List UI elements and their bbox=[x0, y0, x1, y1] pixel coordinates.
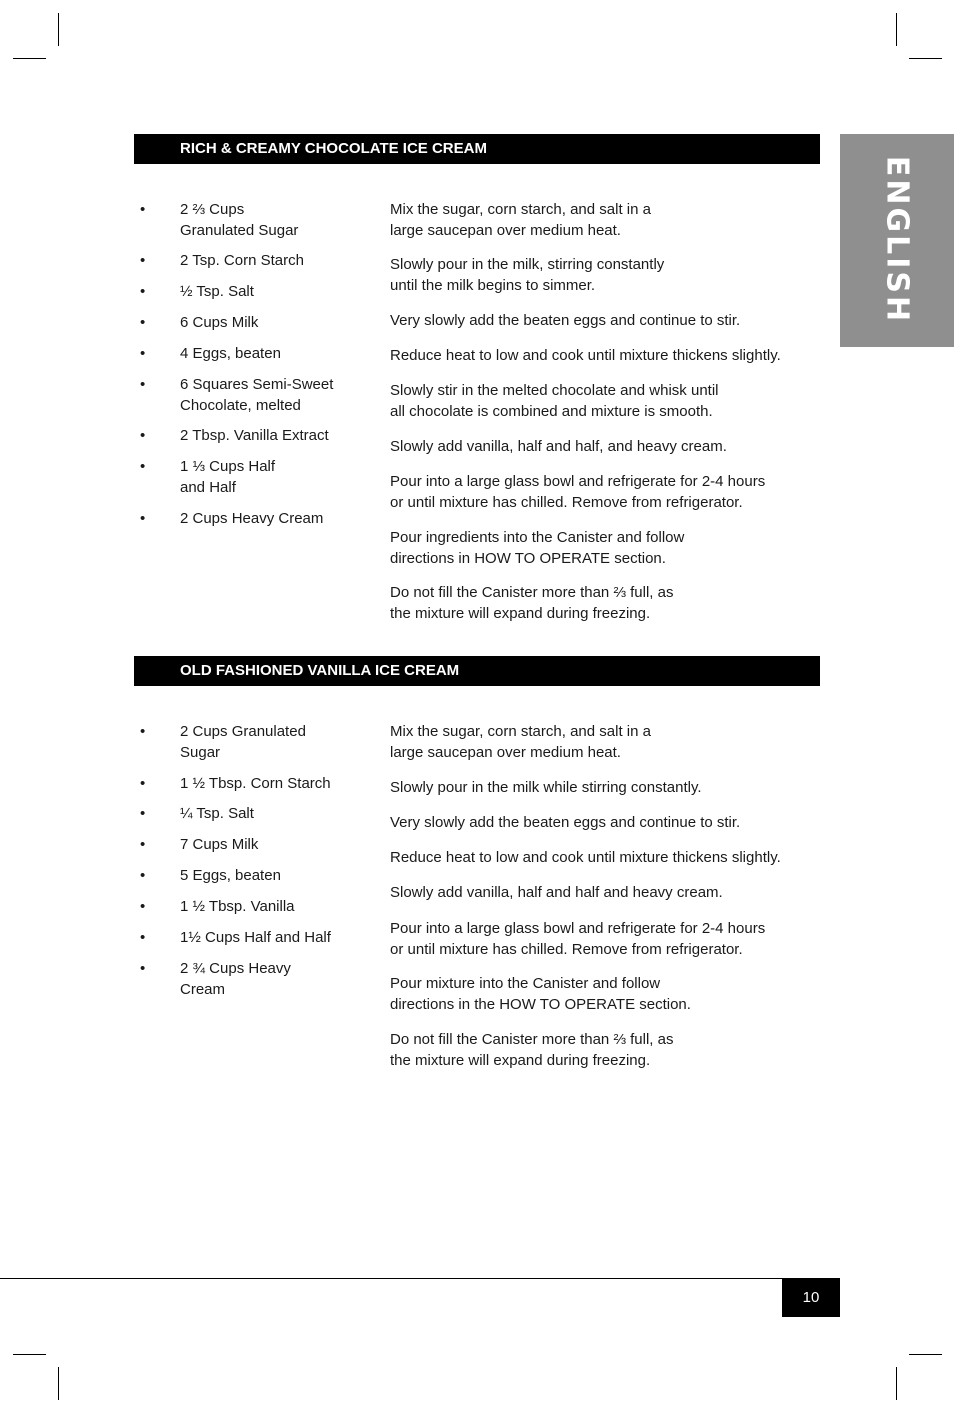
instruction-step: Slowly add vanilla, half and half, and heavy cream. bbox=[390, 438, 727, 455]
crop-mark bbox=[909, 1354, 942, 1355]
instruction-step: Very slowly add the beaten eggs and continue to stir. bbox=[390, 312, 741, 329]
instruction-step: Slowly add vanilla, half and half and heavy cream. bbox=[390, 884, 723, 901]
crop-mark bbox=[58, 13, 59, 46]
instruction-step: Pour ingredients into the Canister and follow directions in HOW TO OPERATE section. bbox=[390, 529, 685, 567]
instruction-step: Pour into a large glass bowl and refrigerate for 2-4 hours or until mixture has chilled. Remove from refrigerator. bbox=[390, 473, 766, 511]
footer-rule bbox=[0, 1278, 782, 1279]
instruction-step: Very slowly add the beaten eggs and continue to stir. bbox=[390, 814, 741, 831]
crop-mark bbox=[13, 58, 46, 59]
instruction-step: Do not fill the Canister more than ⅔ full, as the mixture will expand during freezing. bbox=[390, 1031, 674, 1069]
instruction-step: Slowly pour in the milk while stirring constantly. bbox=[390, 779, 702, 796]
instruction-step: Do not fill the Canister more than ⅔ full, as the mixture will expand during freezing. bbox=[390, 584, 674, 622]
crop-mark bbox=[896, 13, 897, 46]
instruction-step: Pour into a large glass bowl and refrigerate for 2-4 hours or until mixture has chilled. Remove from refrigerator. bbox=[390, 920, 766, 958]
crop-mark bbox=[13, 1354, 46, 1355]
instruction-step: Reduce heat to low and cook until mixture thickens slightly. bbox=[390, 849, 781, 866]
instruction-step: Mix the sugar, corn starch, and salt in a large saucepan over medium heat. bbox=[390, 723, 651, 761]
instruction-step: Reduce heat to low and cook until mixture thickens slightly. bbox=[390, 347, 781, 364]
recipe-chocolate: RICH & CREAMY CHOCOLATE ICE CREAM • 2 ⅔ Cups Granulated Sugar • 2 Tsp. Corn Starch • ½ Tsp. Salt • 6 Cups Milk • 4 Eggs, beaten • 6 Squares Semi-Sweet Chocolate, melted • 2 Tbsp. Vanilla Extract • 1 ⅓ Cups Half and Half • 2 Cups Heavy Cream Mix the sugar, corn starch, and salt in a large saucepan over medium heat. Slowly pour in the milk, stirring constantly until the milk begins to simmer. Very slowly add the beaten eggs and continue to stir. Reduce heat to low and cook until mixture thickens slightly. Slowly stir in the melted chocolate and whisk until all chocolate is combined and mixture is smooth. Slowly add vanilla, half and half, and heavy cream. Pour into a large glass bowl and refrigerate for 2-4 hours or until mixture has chilled. Remove from refrigerator. Pour ingredients into the Canister and follow directions in HOW TO OPERATE section. Do not fill the Canister more than ⅔ full, as the mixture will expand during freezing. bbox=[134, 134, 820, 164]
recipe-vanilla: OLD FASHIONED VANILLA ICE CREAM • 2 Cups Granulated Sugar • 1 ½ Tbsp. Corn Starch • ¼ Tsp. Salt • 7 Cups Milk • 5 Eggs, beaten • 1 ½ Tbsp. Vanilla • 1½ Cups Half and Half • 2 ¾ Cups Heavy Cream Mix the sugar, corn starch, and salt in a large saucepan over medium heat. Slowly pour in the milk while stirring constantly. Very slowly add the beaten eggs and continue to stir. Reduce heat to low and cook until mixture thickens slightly. Slowly add vanilla, half and half and heavy cream. Pour into a large glass bowl and refrigerate for 2-4 hours or until mixture has chilled. Remove from refrigerator. Pour mixture into the Canister and follow directions in the HOW TO OPERATE section. Do not fill the Canister more than ⅔ full, as the mixture will expand during freezing. bbox=[134, 656, 820, 686]
crop-mark bbox=[58, 1367, 59, 1400]
crop-mark bbox=[909, 58, 942, 59]
language-tab-label: ENGLISH bbox=[879, 155, 915, 325]
recipe-title: RICH & CREAMY CHOCOLATE ICE CREAM bbox=[134, 134, 820, 164]
recipe-title: OLD FASHIONED VANILLA ICE CREAM bbox=[134, 656, 820, 686]
crop-mark bbox=[896, 1367, 897, 1400]
instruction-step: Slowly stir in the melted chocolate and whisk until all chocolate is combined and mixture is smooth. bbox=[390, 382, 719, 420]
page-number: 10 bbox=[782, 1278, 840, 1317]
instruction-step: Pour mixture into the Canister and follow directions in the HOW TO OPERATE section. bbox=[390, 975, 691, 1013]
instruction-step: Mix the sugar, corn starch, and salt in a large saucepan over medium heat. bbox=[390, 201, 651, 239]
language-tab bbox=[840, 134, 954, 347]
instruction-step: Slowly pour in the milk, stirring constantly until the milk begins to simmer. bbox=[390, 256, 665, 294]
